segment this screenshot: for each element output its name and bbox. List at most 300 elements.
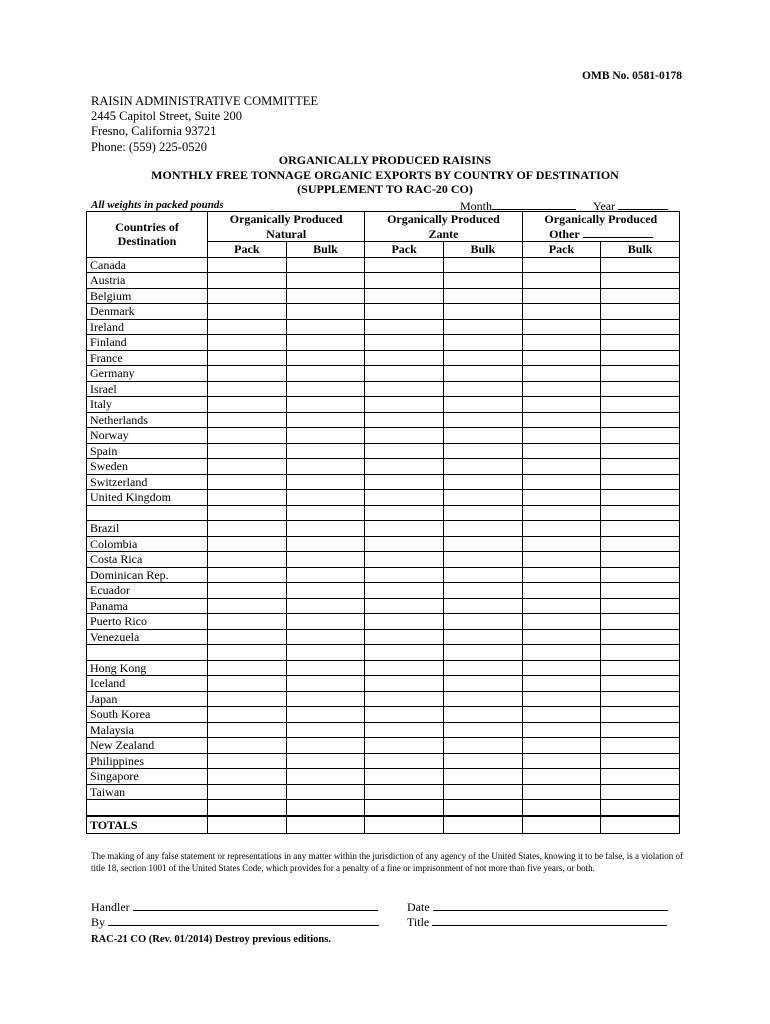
natural-pack-cell[interactable] [208,598,287,614]
zante-bulk-cell[interactable] [443,350,522,366]
country-name: South Korea [87,707,208,723]
other-bulk-cell[interactable] [601,257,680,273]
other-pack-cell[interactable] [522,288,601,304]
weights-note: All weights in packed pounds [91,199,224,211]
other-pack-cell[interactable] [522,614,601,630]
zante-pack-cell[interactable] [365,536,444,552]
natural-bulk-cell[interactable] [286,459,365,475]
table-row [87,598,680,614]
zante-bulk-cell[interactable] [443,629,522,645]
zante-pack-cell[interactable] [365,319,444,335]
zante-bulk-cell[interactable] [443,443,522,459]
natural-bulk-cell[interactable] [286,660,365,676]
natural-pack-cell[interactable] [208,645,287,661]
table-row [87,273,680,289]
date-field[interactable] [407,899,668,915]
natural-bulk-cell[interactable] [286,738,365,754]
handler-field[interactable] [91,899,378,915]
other-bulk-cell[interactable] [601,676,680,692]
zante-group-header [365,212,522,242]
country-name: Venezuela [87,629,208,645]
other-pack-cell[interactable] [522,800,601,816]
natural-bulk-cell[interactable] [286,490,365,506]
other-bulk-cell[interactable] [601,691,680,707]
zante-pack-cell[interactable] [365,428,444,444]
natural-bulk-cell[interactable] [286,319,365,335]
zante-bulk-cell[interactable] [443,412,522,428]
natural-bulk-cell[interactable] [286,691,365,707]
other-pack-cell[interactable] [522,443,601,459]
table-row [87,784,680,800]
zante-pack-cell[interactable] [365,257,444,273]
zante-bulk-cell[interactable] [443,753,522,769]
natural-bulk-header: Bulk [286,242,365,258]
zante-bulk-cell[interactable] [443,598,522,614]
table-row [87,521,680,537]
other-pack-cell[interactable] [522,350,601,366]
zante-pack-cell[interactable] [365,598,444,614]
zante-header-line-1: Organically Produced [387,212,500,226]
other-pack-cell[interactable] [522,319,601,335]
other-bulk-cell[interactable] [601,800,680,816]
other-pack-cell[interactable] [522,381,601,397]
zante-bulk-cell[interactable] [443,428,522,444]
country-name: Panama [87,598,208,614]
table-row [87,583,680,599]
table-row [87,676,680,692]
zante-pack-cell[interactable] [365,629,444,645]
natural-bulk-cell[interactable] [286,288,365,304]
natural-bulk-cell[interactable] [286,629,365,645]
other-bulk-cell[interactable] [601,381,680,397]
zante-bulk-cell[interactable] [443,474,522,490]
zante-pack-cell[interactable] [365,443,444,459]
other-bulk-cell[interactable] [601,474,680,490]
other-bulk-cell[interactable] [601,443,680,459]
handler-label: Handler [91,900,130,914]
country-header-line-1: Countries of [115,219,179,234]
zante-pack-cell[interactable] [365,304,444,320]
zante-bulk-header: Bulk [443,242,522,258]
zante-bulk-cell[interactable] [443,397,522,413]
country-header [87,212,208,258]
zante-pack-cell[interactable] [365,366,444,382]
other-bulk-total[interactable] [601,816,680,834]
by-label: By [91,915,106,929]
natural-pack-cell[interactable] [208,412,287,428]
table-row [87,552,680,568]
other-bulk-cell[interactable] [601,350,680,366]
year-blank[interactable] [618,198,668,210]
other-header-line-1: Organically Produced [544,212,658,226]
street-address: 2445 Capitol Street, Suite 200 [91,109,243,124]
other-pack-cell[interactable] [522,366,601,382]
natural-pack-cell[interactable] [208,784,287,800]
other-bulk-cell[interactable] [601,598,680,614]
zante-pack-cell[interactable] [365,738,444,754]
other-bulk-cell[interactable] [601,505,680,521]
org-name: RAISIN ADMINISTRATIVE COMMITTEE [91,94,319,108]
natural-pack-cell[interactable] [208,567,287,583]
zante-pack-cell[interactable] [365,583,444,599]
natural-pack-cell[interactable] [208,366,287,382]
natural-bulk-cell[interactable] [286,412,365,428]
other-pack-cell[interactable] [522,722,601,738]
other-pack-cell[interactable] [522,629,601,645]
other-pack-cell[interactable] [522,521,601,537]
zante-bulk-cell[interactable] [443,273,522,289]
country-name: Philippines [87,753,208,769]
natural-pack-cell[interactable] [208,552,287,568]
table-row [87,397,680,413]
zante-pack-cell[interactable] [365,722,444,738]
other-bulk-cell[interactable] [601,629,680,645]
false-statement-disclaimer: The making of any false statement or representations in any matter within the jurisdiction of any agency of the United States, knowing it to be false, is a violation of title 18, section 1001 of the United States Code, which provides for a penalty of a fine or imprisonment of not more than five years, or both. [91,851,683,873]
natural-header-line-2: Natural [266,226,307,241]
zante-bulk-cell[interactable] [443,676,522,692]
natural-pack-cell[interactable] [208,738,287,754]
zante-pack-cell[interactable] [365,505,444,521]
zante-pack-cell[interactable] [365,397,444,413]
natural-bulk-cell[interactable] [286,567,365,583]
other-pack-cell[interactable] [522,273,601,289]
table-row [87,381,680,397]
natural-bulk-cell[interactable] [286,505,365,521]
spacer-cell [87,645,208,661]
zante-pack-cell[interactable] [365,614,444,630]
other-pack-cell[interactable] [522,490,601,506]
natural-bulk-cell[interactable] [286,381,365,397]
zante-bulk-cell[interactable] [443,707,522,723]
country-name: Austria [87,273,208,289]
natural-bulk-cell[interactable] [286,784,365,800]
other-pack-total[interactable] [522,816,601,834]
other-pack-cell[interactable] [522,583,601,599]
other-bulk-cell[interactable] [601,769,680,785]
other-bulk-cell[interactable] [601,660,680,676]
natural-bulk-cell[interactable] [286,614,365,630]
zante-bulk-cell[interactable] [443,304,522,320]
other-bulk-header: Bulk [601,242,680,258]
zante-pack-cell[interactable] [365,660,444,676]
zante-bulk-cell[interactable] [443,459,522,475]
other-pack-cell[interactable] [522,474,601,490]
other-pack-cell[interactable] [522,645,601,661]
other-pack-cell[interactable] [522,552,601,568]
zante-bulk-cell[interactable] [443,381,522,397]
zante-pack-cell[interactable] [365,490,444,506]
other-pack-cell[interactable] [522,412,601,428]
natural-bulk-cell[interactable] [286,257,365,273]
zante-bulk-cell[interactable] [443,691,522,707]
natural-bulk-cell[interactable] [286,800,365,816]
natural-pack-cell[interactable] [208,428,287,444]
zante-pack-cell[interactable] [365,552,444,568]
zante-pack-cell[interactable] [365,691,444,707]
zante-header-line-2: Zante [428,226,459,241]
zante-pack-cell[interactable] [365,335,444,351]
natural-pack-cell[interactable] [208,474,287,490]
country-name: Switzerland [87,474,208,490]
country-name: Spain [87,443,208,459]
country-name: Taiwan [87,784,208,800]
table-row [87,769,680,785]
natural-bulk-cell[interactable] [286,443,365,459]
natural-pack-cell[interactable] [208,691,287,707]
other-bulk-cell[interactable] [601,753,680,769]
zante-pack-total[interactable] [365,816,444,834]
natural-pack-cell[interactable] [208,505,287,521]
zante-pack-cell[interactable] [365,676,444,692]
natural-pack-cell[interactable] [208,753,287,769]
zante-pack-cell[interactable] [365,800,444,816]
country-name: Canada [87,257,208,273]
other-pack-cell[interactable] [522,660,601,676]
zante-pack-cell[interactable] [365,459,444,475]
country-name: Israel [87,381,208,397]
zante-bulk-cell[interactable] [443,738,522,754]
natural-pack-total[interactable] [208,816,287,834]
city-address: Fresno, California 93721 [91,124,217,139]
other-pack-cell[interactable] [522,769,601,785]
zante-pack-cell[interactable] [365,707,444,723]
natural-bulk-cell[interactable] [286,366,365,382]
table-row [87,738,680,754]
natural-bulk-cell[interactable] [286,769,365,785]
natural-bulk-cell[interactable] [286,707,365,723]
other-bulk-cell[interactable] [601,784,680,800]
other-bulk-cell[interactable] [601,722,680,738]
zante-bulk-cell[interactable] [443,505,522,521]
other-bulk-cell[interactable] [601,319,680,335]
other-pack-cell[interactable] [522,459,601,475]
natural-pack-cell[interactable] [208,629,287,645]
table-row [87,490,680,506]
natural-bulk-cell[interactable] [286,350,365,366]
table-row [87,459,680,475]
zante-bulk-cell[interactable] [443,784,522,800]
other-bulk-cell[interactable] [601,366,680,382]
country-name: Costa Rica [87,552,208,568]
country-name: United Kingdom [87,490,208,506]
natural-bulk-cell[interactable] [286,552,365,568]
zante-pack-cell[interactable] [365,350,444,366]
title-field[interactable] [407,914,667,930]
natural-bulk-cell[interactable] [286,722,365,738]
natural-bulk-cell[interactable] [286,583,365,599]
zante-bulk-cell[interactable] [443,490,522,506]
table-row [87,350,680,366]
zante-bulk-cell[interactable] [443,769,522,785]
country-name: Finland [87,335,208,351]
zante-bulk-cell[interactable] [443,660,522,676]
natural-pack-cell[interactable] [208,676,287,692]
table-row [87,722,680,738]
other-bulk-cell[interactable] [601,412,680,428]
zante-pack-cell[interactable] [365,381,444,397]
natural-pack-cell[interactable] [208,769,287,785]
table-row [87,691,680,707]
natural-pack-cell[interactable] [208,722,287,738]
title-line-2: MONTHLY FREE TONNAGE ORGANIC EXPORTS BY COUNTRY OF DESTINATION [151,167,619,182]
zante-bulk-total[interactable] [443,816,522,834]
country-name: Brazil [87,521,208,537]
natural-bulk-cell[interactable] [286,676,365,692]
country-name: Ireland [87,319,208,335]
table-row [87,660,680,676]
natural-bulk-cell[interactable] [286,397,365,413]
other-bulk-cell[interactable] [601,583,680,599]
natural-bulk-cell[interactable] [286,645,365,661]
natural-pack-cell[interactable] [208,319,287,335]
other-bulk-cell[interactable] [601,304,680,320]
other-pack-cell[interactable] [522,567,601,583]
natural-pack-cell[interactable] [208,707,287,723]
other-bulk-cell[interactable] [601,567,680,583]
natural-pack-cell[interactable] [208,459,287,475]
natural-bulk-cell[interactable] [286,753,365,769]
zante-pack-cell[interactable] [365,645,444,661]
natural-pack-cell[interactable] [208,335,287,351]
other-bulk-cell[interactable] [601,707,680,723]
zante-bulk-cell[interactable] [443,288,522,304]
zante-bulk-cell[interactable] [443,521,522,537]
zante-pack-cell[interactable] [365,784,444,800]
other-pack-cell[interactable] [522,691,601,707]
other-pack-cell[interactable] [522,505,601,521]
zante-bulk-cell[interactable] [443,335,522,351]
natural-bulk-cell[interactable] [286,304,365,320]
country-name: Iceland [87,676,208,692]
title-line-1: ORGANICALLY PRODUCED RAISINS [278,153,492,167]
zante-pack-cell[interactable] [365,288,444,304]
natural-pack-cell[interactable] [208,443,287,459]
natural-pack-cell[interactable] [208,614,287,630]
country-name: New Zealand [87,738,208,754]
other-pack-cell[interactable] [522,784,601,800]
other-pack-cell[interactable] [522,598,601,614]
natural-bulk-total[interactable] [286,816,365,834]
table-row [87,443,680,459]
committee-address [91,94,318,155]
zante-bulk-cell[interactable] [443,319,522,335]
zante-bulk-cell[interactable] [443,567,522,583]
other-bulk-cell[interactable] [601,273,680,289]
zante-bulk-cell[interactable] [443,722,522,738]
other-pack-cell[interactable] [522,536,601,552]
natural-pack-cell[interactable] [208,660,287,676]
natural-bulk-cell[interactable] [286,428,365,444]
natural-bulk-cell[interactable] [286,598,365,614]
zante-bulk-cell[interactable] [443,800,522,816]
other-pack-cell[interactable] [522,304,601,320]
natural-bulk-cell[interactable] [286,521,365,537]
natural-pack-cell[interactable] [208,490,287,506]
natural-pack-cell[interactable] [208,521,287,537]
other-bulk-cell[interactable] [601,521,680,537]
natural-pack-cell[interactable] [208,304,287,320]
title-blank[interactable] [432,914,667,926]
country-name: Dominican Rep. [87,567,208,583]
table-row [87,366,680,382]
zante-pack-cell[interactable] [365,412,444,428]
zante-bulk-cell[interactable] [443,645,522,661]
other-bulk-cell[interactable] [601,490,680,506]
zante-pack-cell[interactable] [365,753,444,769]
other-bulk-cell[interactable] [601,614,680,630]
by-field[interactable] [91,914,379,930]
other-pack-header: Pack [522,242,601,258]
natural-pack-cell[interactable] [208,583,287,599]
zante-bulk-cell[interactable] [443,536,522,552]
other-pack-cell[interactable] [522,738,601,754]
zante-bulk-cell[interactable] [443,257,522,273]
natural-pack-cell[interactable] [208,350,287,366]
spacer-cell [87,505,208,521]
other-pack-cell[interactable] [522,753,601,769]
zante-pack-cell[interactable] [365,567,444,583]
other-pack-cell[interactable] [522,676,601,692]
other-bulk-cell[interactable] [601,738,680,754]
other-bulk-cell[interactable] [601,397,680,413]
natural-bulk-cell[interactable] [286,474,365,490]
zante-pack-cell[interactable] [365,521,444,537]
other-bulk-cell[interactable] [601,288,680,304]
other-pack-cell[interactable] [522,335,601,351]
other-bulk-cell[interactable] [601,645,680,661]
natural-pack-cell[interactable] [208,288,287,304]
handler-blank[interactable] [133,899,378,911]
natural-bulk-cell[interactable] [286,335,365,351]
other-bulk-cell[interactable] [601,536,680,552]
zante-bulk-cell[interactable] [443,583,522,599]
zante-bulk-cell[interactable] [443,614,522,630]
natural-bulk-cell[interactable] [286,273,365,289]
natural-bulk-cell[interactable] [286,536,365,552]
other-bulk-cell[interactable] [601,552,680,568]
natural-pack-cell[interactable] [208,536,287,552]
other-bulk-cell[interactable] [601,335,680,351]
date-blank[interactable] [433,899,668,911]
natural-pack-cell[interactable] [208,800,287,816]
other-pack-cell[interactable] [522,397,601,413]
natural-pack-cell[interactable] [208,381,287,397]
title-line-3: (SUPPLEMENT TO RAC-20 CO) [297,182,473,196]
other-variety-blank[interactable] [583,227,653,238]
natural-pack-cell[interactable] [208,257,287,273]
natural-pack-cell[interactable] [208,273,287,289]
zante-pack-cell[interactable] [365,273,444,289]
zante-bulk-cell[interactable] [443,366,522,382]
other-pack-cell[interactable] [522,428,601,444]
country-name: Malaysia [87,722,208,738]
other-bulk-cell[interactable] [601,428,680,444]
natural-pack-cell[interactable] [208,397,287,413]
other-pack-cell[interactable] [522,257,601,273]
table-row [87,288,680,304]
country-name: Norway [87,428,208,444]
zante-pack-cell[interactable] [365,769,444,785]
month-blank[interactable] [492,198,576,210]
other-pack-cell[interactable] [522,707,601,723]
zante-bulk-cell[interactable] [443,552,522,568]
other-bulk-cell[interactable] [601,459,680,475]
by-blank[interactable] [108,914,379,926]
country-name: Italy [87,397,208,413]
zante-pack-header: Pack [365,242,444,258]
zante-pack-cell[interactable] [365,474,444,490]
country-name: Hong Kong [87,660,208,676]
